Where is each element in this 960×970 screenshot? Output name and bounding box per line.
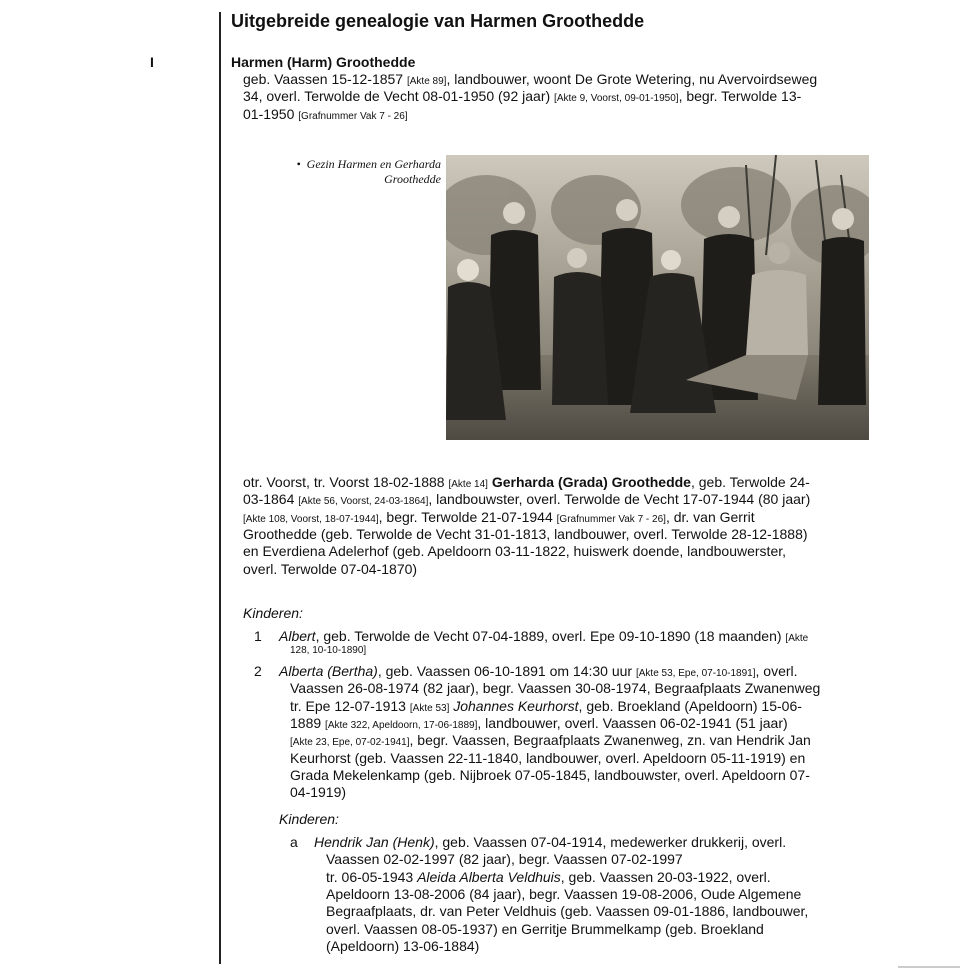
child-2-line-6: Keurhorst (geb. Vaassen 22-11-1840, landbouwer, overl. Apeldoorn 05-11-1919) en [290,749,806,766]
grandchild-a-letter: a [290,834,298,850]
grandchild-a-line-5: Begraafplaats, dr. van Peter Veldhuis (geb. Vaassen 09-01-1886, landbouwer, [326,903,809,920]
child-2-line-4: 1889 [Akte 322, Apeldoorn, 17-06-1889], landbouwer, overl. Vaassen 06-02-1941 (51 jaar) [290,714,788,731]
children-heading: Kinderen: [243,605,303,621]
child-1-number: 1 [254,628,262,644]
child-2-line-2: Vaassen 26-08-1974 (82 jaar), begr. Vaassen 30-08-1974, Begraafplaats Zwanenweg [290,680,821,697]
grandchild-a-line-7: (Apeldoorn) 13-06-1884) [326,937,480,954]
photo-caption: • Gezin Harmen en Gerharda Groothedde [296,157,441,186]
grandchild-a-line-2: Vaassen 02-02-1997 (82 jaar), begr. Vaassen 07-02-1997 [326,851,683,868]
person-line-3: 01-1950 [Grafnummer Vak 7 - 26] [243,105,408,122]
grandchild-a-line-3: tr. 06-05-1943 Aleida Alberta Veldhuis, geb. Vaassen 20-03-1922, overl. [326,868,771,885]
spouse-line-4: Groothedde (geb. Terwolde de Vecht 31-01-1813, landbouwer, overl. Terwolde 28-12-1888) [243,525,808,542]
spouse-line-5: en Everdiena Adelerhof (geb. Apeldoorn 03-11-1822, huiswerk doende, landbouwerster, [243,543,787,560]
grandchild-a-line-6: overl. Vaassen 08-05-1937) en Gerritje Brummelkamp (geb. Broekland [326,920,764,937]
family-photo [446,155,869,440]
spouse-line-1: otr. Voorst, tr. Voorst 18-02-1888 [Akte 14] Gerharda (Grada) Groothedde, geb. Terwolde 24- [243,474,810,490]
child-2-line-8: 04-1919) [290,784,347,801]
child-1-line-2: 128, 10-10-1890] [290,645,367,656]
child-2-line-1: Alberta (Bertha), geb. Vaassen 06-10-1891 om 14:30 uur [Akte 53, Epe, 07-10-1891], overl. [279,663,798,679]
grandchildren-heading: Kinderen: [279,811,339,827]
spouse-line-3: [Akte 108, Voorst, 18-07-1944], begr. Terwolde 21-07-1944 [Grafnummer Vak 7 - 26], dr. van Gerrit [243,508,755,525]
grandchild-a-line-4: Apeldoorn 13-08-2006 (84 jaar), begr. Vaassen 19-08-2006, Oude Algemene [326,885,802,902]
person-line-2: 34, overl. Terwolde de Vecht 08-01-1950 (92 jaar) [Akte 9, Voorst, 09-01-1950], begr. Terwolde 13- [243,88,802,105]
generation-numeral: I [150,54,154,70]
grandchild-a-line-1: Hendrik Jan (Henk), geb. Vaassen 07-04-1914, medewerker drukkerij, overl. [314,834,787,850]
spouse-line-6: overl. Terwolde 07-04-1870) [243,560,418,577]
margin-rule [219,12,221,964]
footer-rule [898,966,960,968]
page-title: Uitgebreide genealogie van Harmen Groothedde [231,11,645,31]
child-1-line-1: Albert, geb. Terwolde de Vecht 07-04-1889, overl. Epe 09-10-1890 (18 maanden) [Akte [279,628,809,644]
child-2-number: 2 [254,663,262,679]
child-2-line-5: [Akte 23, Epe, 07-02-1941], begr. Vaassen, Begraafplaats Zwanenweg, zn. van Hendrik Jan [290,732,811,749]
child-2-line-7: Grada Mekelenkamp (geb. Nijbroek 07-05-1845, landbouwster, overl. Apeldoorn 07- [290,766,810,783]
child-2-line-3: tr. Epe 12-07-1913 [Akte 53] Johannes Keurhorst, geb. Broekland (Apeldoorn) 15-06- [290,697,802,714]
person-name: Harmen (Harm) Groothedde [231,54,416,70]
person-line-1: geb. Vaassen 15-12-1857 [Akte 89], landbouwer, woont De Grote Wetering, nu Avervoirdseweg [243,71,818,87]
spouse-line-2: 03-1864 [Akte 56, Voorst, 24-03-1864], landbouwster, overl. Terwolde de Vecht 17-07-1944 (80 jaar) [243,491,811,508]
